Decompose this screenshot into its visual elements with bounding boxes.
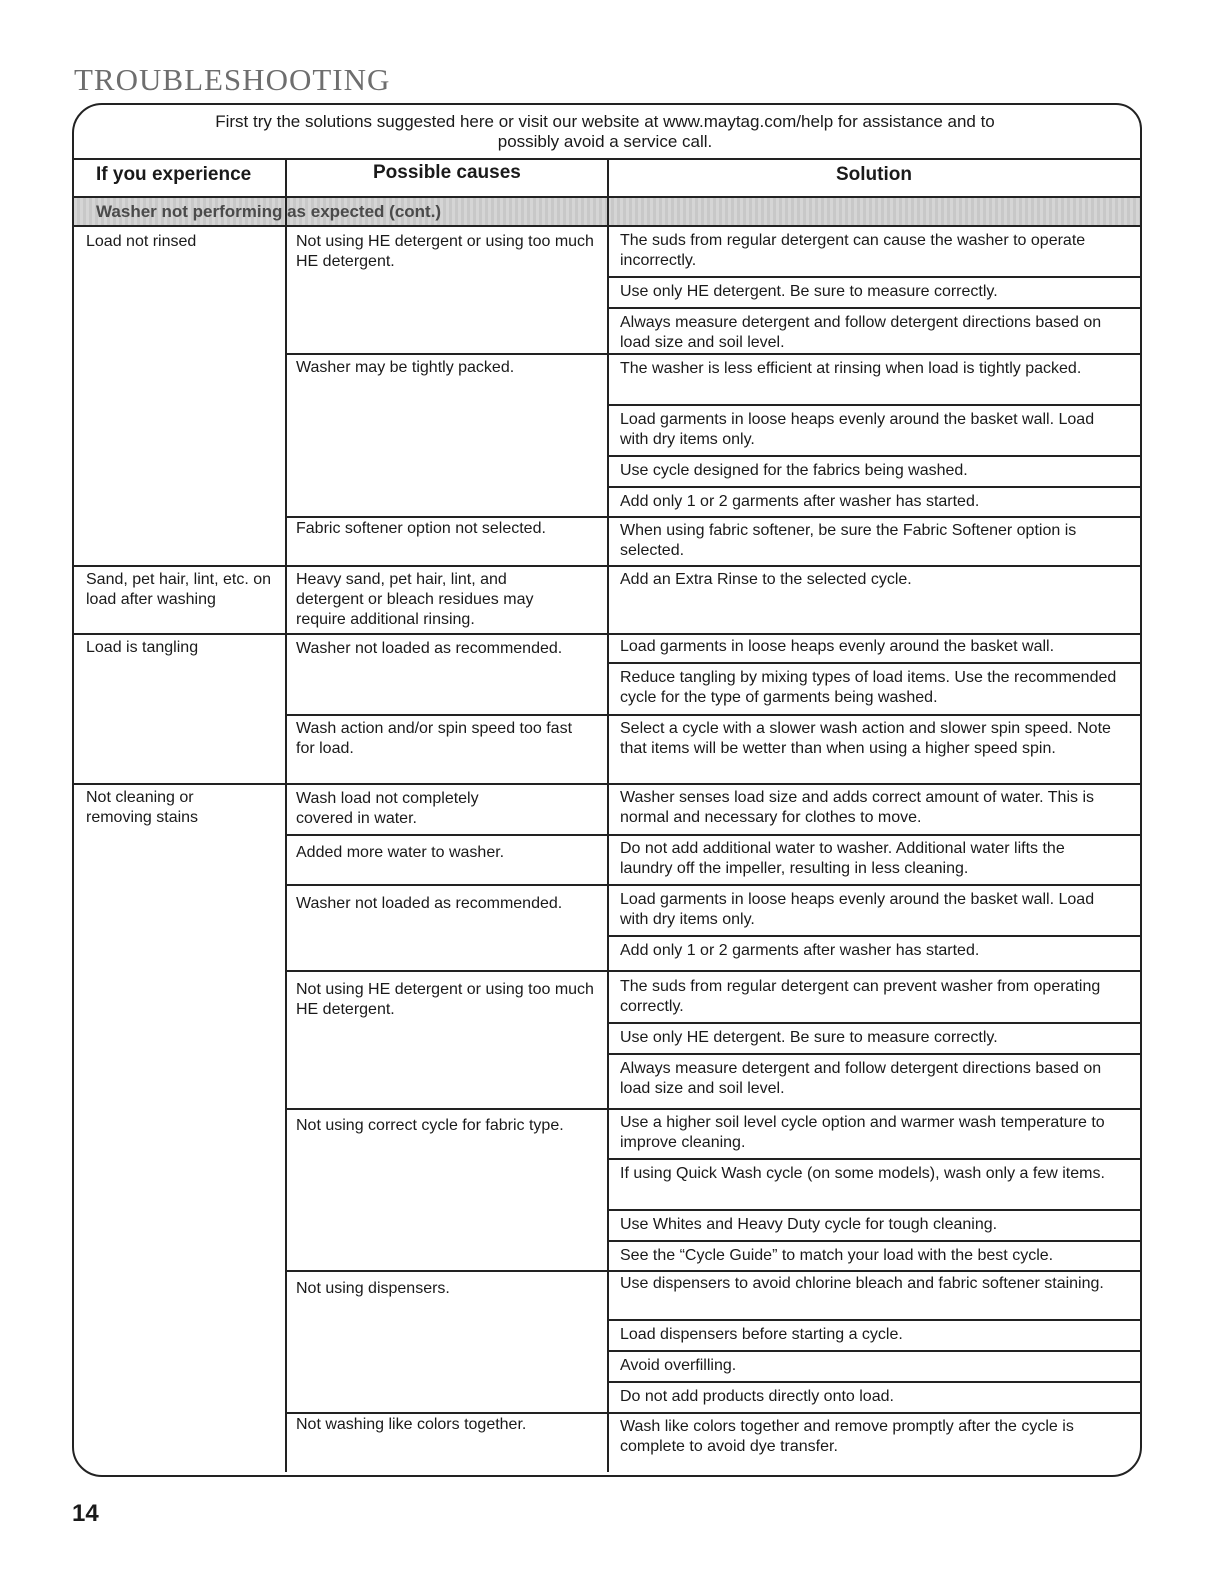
solution-cell: Select a cycle with a slower wash action and slower spin speed. Note that items will be wetter than when using a higher speed spin. bbox=[620, 720, 1111, 757]
row-divider bbox=[607, 1240, 1142, 1242]
row-divider bbox=[285, 1270, 1142, 1272]
column-header-experience: If you experience bbox=[96, 164, 252, 185]
cause-cell: Wash action and/or spin speed too fast for load. bbox=[296, 720, 573, 757]
column-divider bbox=[285, 158, 287, 1472]
row-divider bbox=[607, 1209, 1142, 1211]
solution-cell: Do not add additional water to washer. Additional water lifts the laundry off the impeller, resulting in less cleaning. bbox=[620, 840, 1065, 877]
page-number: 14 bbox=[72, 1500, 99, 1527]
solution-cell: Do not add products directly onto load. bbox=[620, 1388, 894, 1405]
intro-text: First try the solutions suggested here or visit our website at www.maytag.com/help for assistance and to possibly avoid a service call. bbox=[215, 112, 995, 151]
row-divider bbox=[72, 783, 1142, 785]
row-divider bbox=[285, 353, 1142, 355]
row-divider bbox=[285, 714, 1142, 716]
cause-cell: Not washing like colors together. bbox=[296, 1416, 527, 1433]
row-divider bbox=[607, 1381, 1142, 1383]
row-divider bbox=[285, 884, 1142, 886]
row-divider bbox=[72, 633, 1142, 635]
cause-cell: Washer may be tightly packed. bbox=[296, 359, 515, 376]
row-divider bbox=[607, 1350, 1142, 1352]
solution-cell: Always measure detergent and follow detergent directions based on load size and soil level. bbox=[620, 1060, 1102, 1097]
solution-cell: Use only HE detergent. Be sure to measure correctly. bbox=[620, 1029, 998, 1046]
solution-cell: Reduce tangling by mixing types of load items. Use the recommended cycle for the type of garments being washed. bbox=[620, 669, 1117, 706]
solution-cell: The washer is less efficient at rinsing when load is tightly packed. bbox=[620, 360, 1082, 377]
row-divider bbox=[285, 834, 1142, 836]
cause-cell: Heavy sand, pet hair, lint, and detergent or bleach residues may require additional rinsing. bbox=[296, 571, 534, 628]
cause-cell: Not using correct cycle for fabric type. bbox=[296, 1117, 564, 1134]
cause-cell: Not using HE detergent or using too much HE detergent. bbox=[296, 233, 594, 270]
solution-cell: Load dispensers before starting a cycle. bbox=[620, 1326, 903, 1343]
row-divider bbox=[607, 307, 1142, 309]
row-divider bbox=[607, 276, 1142, 278]
cause-cell: Not using HE detergent or using too much HE detergent. bbox=[296, 981, 594, 1018]
experience-cell: Load not rinsed bbox=[86, 233, 197, 250]
solution-cell: Load garments in loose heaps evenly around the basket wall. Load with dry items only. bbox=[620, 891, 1095, 928]
row-divider bbox=[607, 662, 1142, 664]
solution-cell: See the “Cycle Guide” to match your load with the best cycle. bbox=[620, 1247, 1054, 1264]
column-divider bbox=[607, 158, 609, 1472]
solution-cell: Add only 1 or 2 garments after washer has started. bbox=[620, 942, 980, 959]
row-divider bbox=[607, 404, 1142, 406]
cause-cell: Added more water to washer. bbox=[296, 844, 505, 861]
solution-cell: If using Quick Wash cycle (on some models), wash only a few items. bbox=[620, 1165, 1105, 1182]
solution-cell: Use dispensers to avoid chlorine bleach and fabric softener staining. bbox=[620, 1275, 1104, 1292]
solution-cell: When using fabric softener, be sure the Fabric Softener option is selected. bbox=[620, 522, 1077, 559]
solution-cell: Load garments in loose heaps evenly around the basket wall. Load with dry items only. bbox=[620, 411, 1095, 448]
row-divider bbox=[285, 516, 1142, 518]
row-divider bbox=[607, 935, 1142, 937]
row-divider bbox=[285, 1108, 1142, 1110]
solution-cell: Washer senses load size and adds correct amount of water. This is normal and necessary for clothes to move. bbox=[620, 789, 1095, 826]
solution-cell: Use only HE detergent. Be sure to measure correctly. bbox=[620, 283, 998, 300]
page-title: TROUBLESHOOTING bbox=[74, 62, 391, 97]
column-header-causes: Possible causes bbox=[373, 162, 521, 183]
solution-cell: Always measure detergent and follow detergent directions based on load size and soil level. bbox=[620, 314, 1102, 351]
row-divider bbox=[72, 565, 1142, 567]
solution-cell: Use a higher soil level cycle option and warmer wash temperature to improve cleaning. bbox=[620, 1114, 1105, 1151]
experience-cell: Load is tangling bbox=[86, 639, 199, 656]
row-divider bbox=[607, 1319, 1142, 1321]
solution-cell: Wash like colors together and remove promptly after the cycle is complete to avoid dye transfer. bbox=[620, 1418, 1074, 1455]
experience-cell: Not cleaning or removing stains bbox=[86, 789, 199, 826]
row-divider bbox=[607, 486, 1142, 488]
column-header-solution: Solution bbox=[836, 164, 912, 185]
solution-cell: Avoid overfilling. bbox=[620, 1357, 737, 1374]
row-divider bbox=[285, 970, 1142, 972]
solution-cell: The suds from regular detergent can cause the washer to operate incorrectly. bbox=[620, 232, 1086, 269]
cause-cell: Not using dispensers. bbox=[296, 1280, 450, 1297]
row-divider bbox=[607, 1022, 1142, 1024]
row-divider bbox=[285, 1412, 1142, 1414]
cause-cell: Washer not loaded as recommended. bbox=[296, 895, 563, 912]
cause-cell: Fabric softener option not selected. bbox=[296, 520, 546, 537]
experience-cell: Sand, pet hair, lint, etc. on load after washing bbox=[86, 571, 272, 608]
cause-cell: Washer not loaded as recommended. bbox=[296, 640, 563, 657]
solution-cell: Add an Extra Rinse to the selected cycle. bbox=[620, 571, 912, 588]
solution-cell: The suds from regular detergent can prevent washer from operating correctly. bbox=[620, 978, 1101, 1015]
row-divider bbox=[607, 1158, 1142, 1160]
section-banner-label: Washer not performing as expected (cont.) bbox=[96, 202, 442, 221]
cause-cell: Wash load not completely covered in water. bbox=[296, 790, 479, 827]
solution-cell: Use cycle designed for the fabrics being washed. bbox=[620, 462, 968, 479]
solution-cell: Load garments in loose heaps evenly around the basket wall. bbox=[620, 638, 1055, 655]
row-divider bbox=[607, 455, 1142, 457]
row-divider bbox=[607, 1053, 1142, 1055]
solution-cell: Add only 1 or 2 garments after washer has started. bbox=[620, 493, 980, 510]
solution-cell: Use Whites and Heavy Duty cycle for tough cleaning. bbox=[620, 1216, 998, 1233]
